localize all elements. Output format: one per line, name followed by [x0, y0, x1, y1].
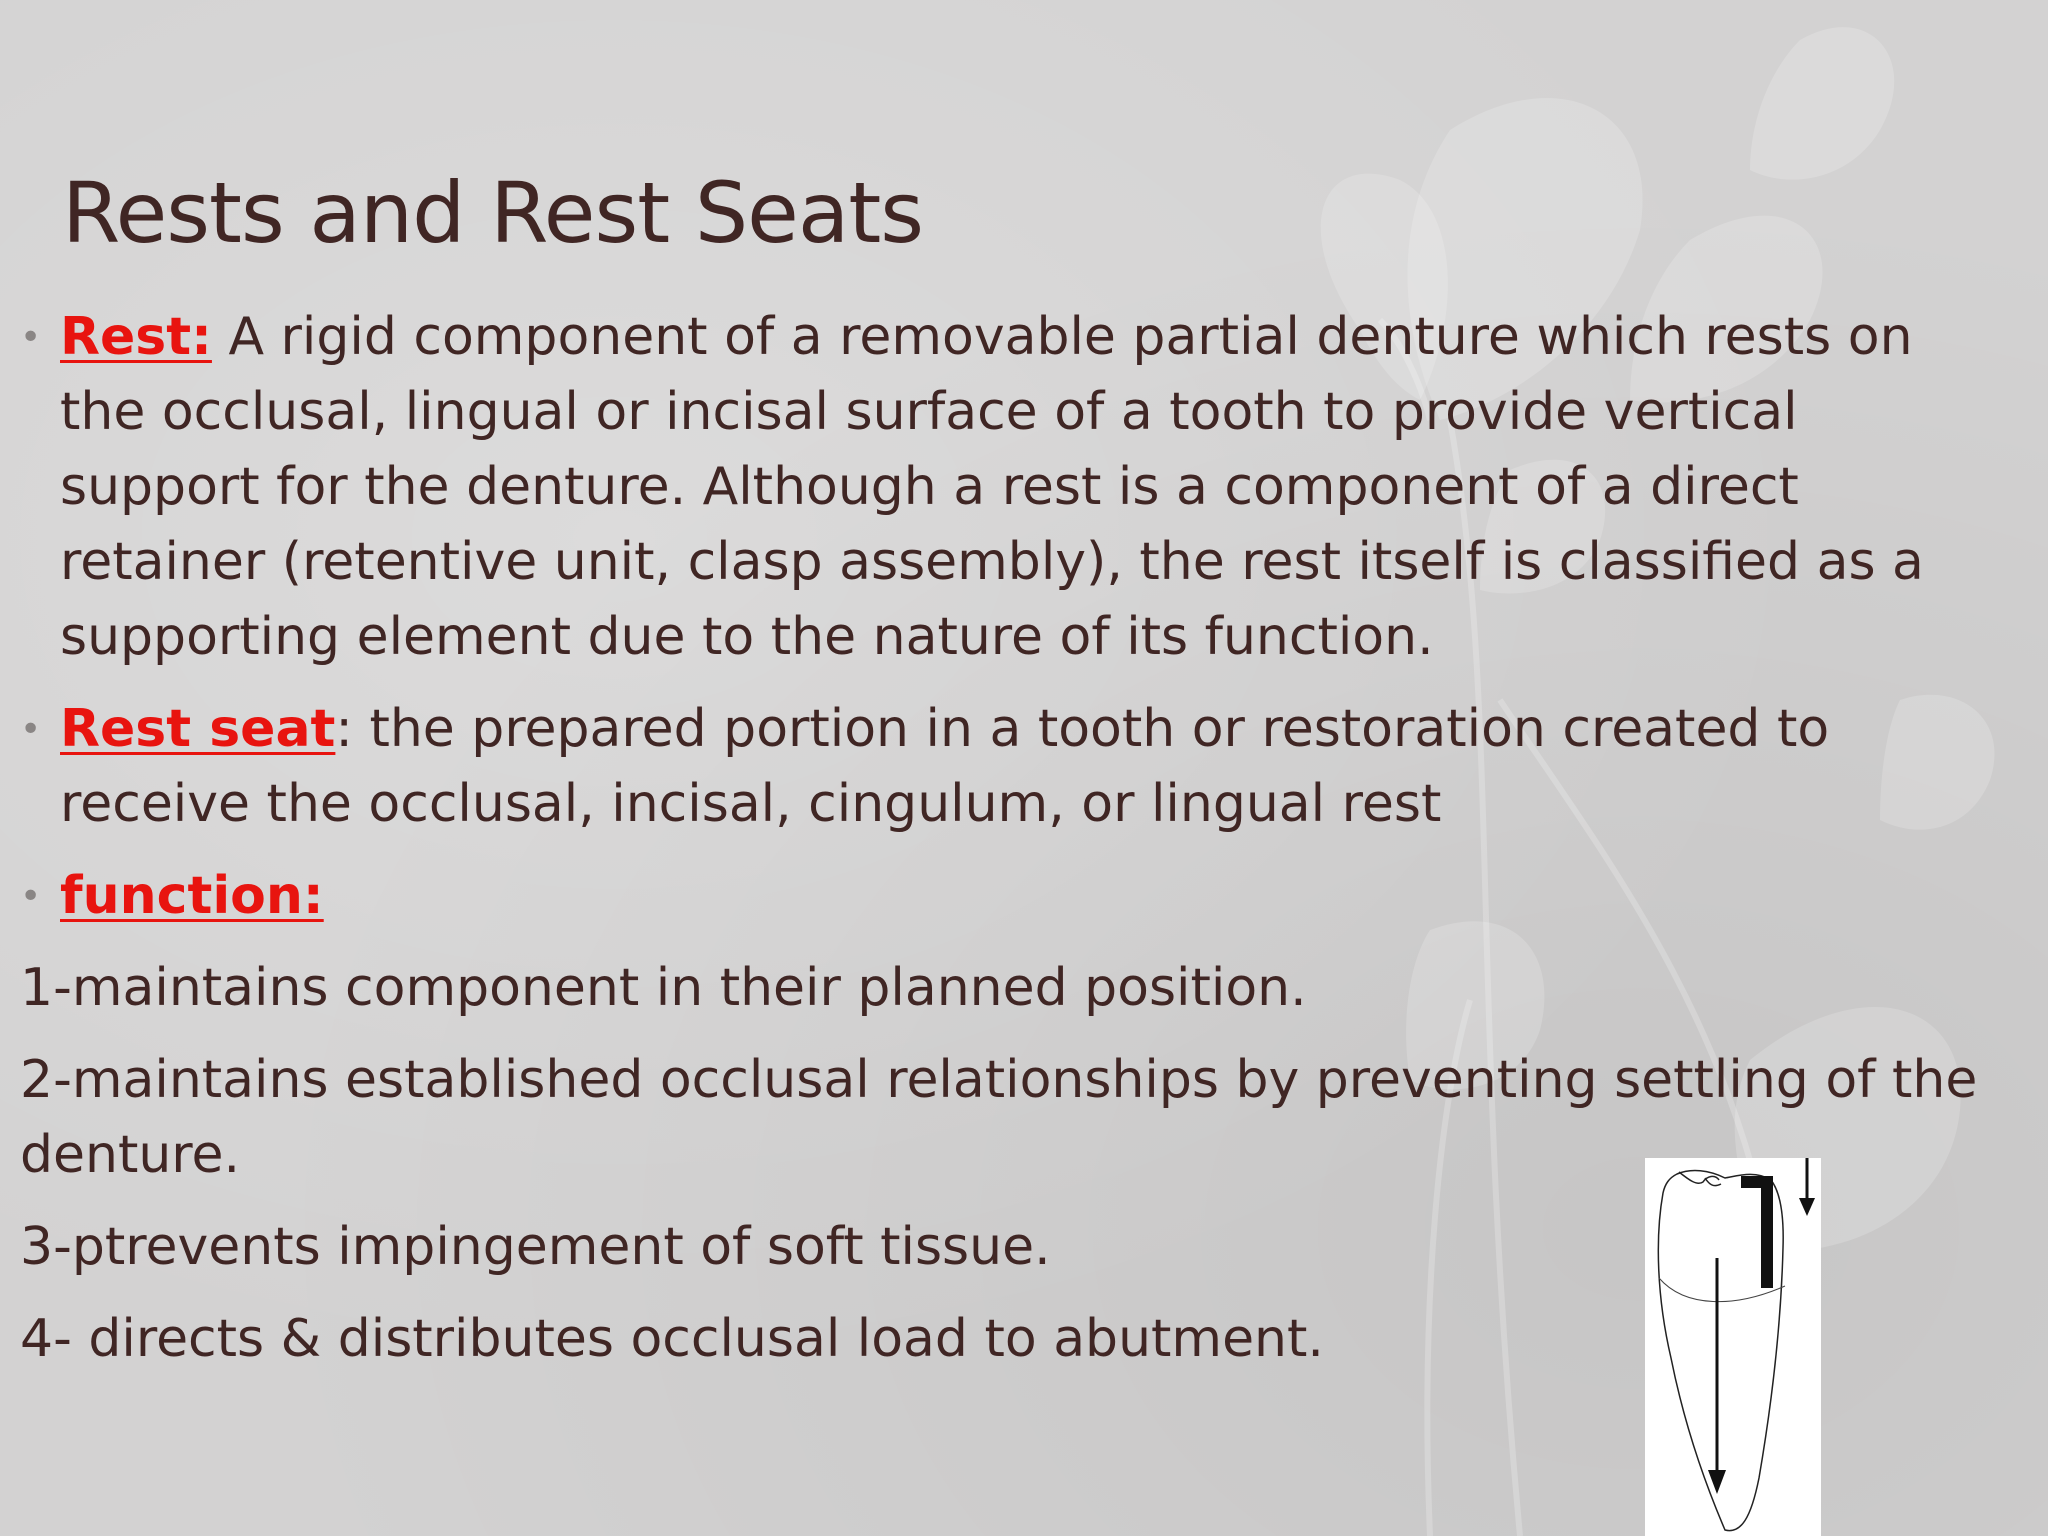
term-function: function:	[60, 866, 324, 926]
slide-title: Rests and Rest Seats	[62, 164, 924, 262]
function-item-3: 3-ptrevents impingement of soft tissue.	[20, 1217, 1051, 1277]
function-item-2: 2-maintains established occlusal relationships by preventing settling of the denture.	[20, 1050, 1978, 1185]
term-rest: Rest:	[60, 307, 212, 367]
function-item-1: 1-maintains component in their planned position.	[20, 958, 1307, 1018]
bullet-dot-icon: •	[20, 317, 42, 358]
bullet-rest-seat	[0, 692, 1990, 842]
bullet-dot-icon: •	[20, 709, 42, 750]
definition-rest: A rigid component of a removable partial denture which rests on the occlusal, lingual or incisal surface of a tooth to provide vertical support for the denture. Although a rest is a component of a direct retainer (retentive unit, clasp assembly), the rest itself is classified as a supporting element due to the nature of its function.	[60, 307, 1924, 667]
bullet-rest	[0, 300, 1990, 675]
bullet-dot-icon: •	[20, 876, 42, 917]
term-rest-seat: Rest seat	[60, 699, 336, 759]
tooth-rest-figure	[1645, 1158, 1821, 1536]
function-item-4: 4- directs & distributes occlusal load to abutment.	[20, 1309, 1324, 1369]
tooth-with-rest-icon	[1645, 1158, 1821, 1536]
bullet-function	[0, 859, 1990, 934]
definition-rest-seat: : the prepared portion in a tooth or restoration created to receive the occlusal, incisal, cingulum, or lingual rest	[60, 699, 1830, 834]
